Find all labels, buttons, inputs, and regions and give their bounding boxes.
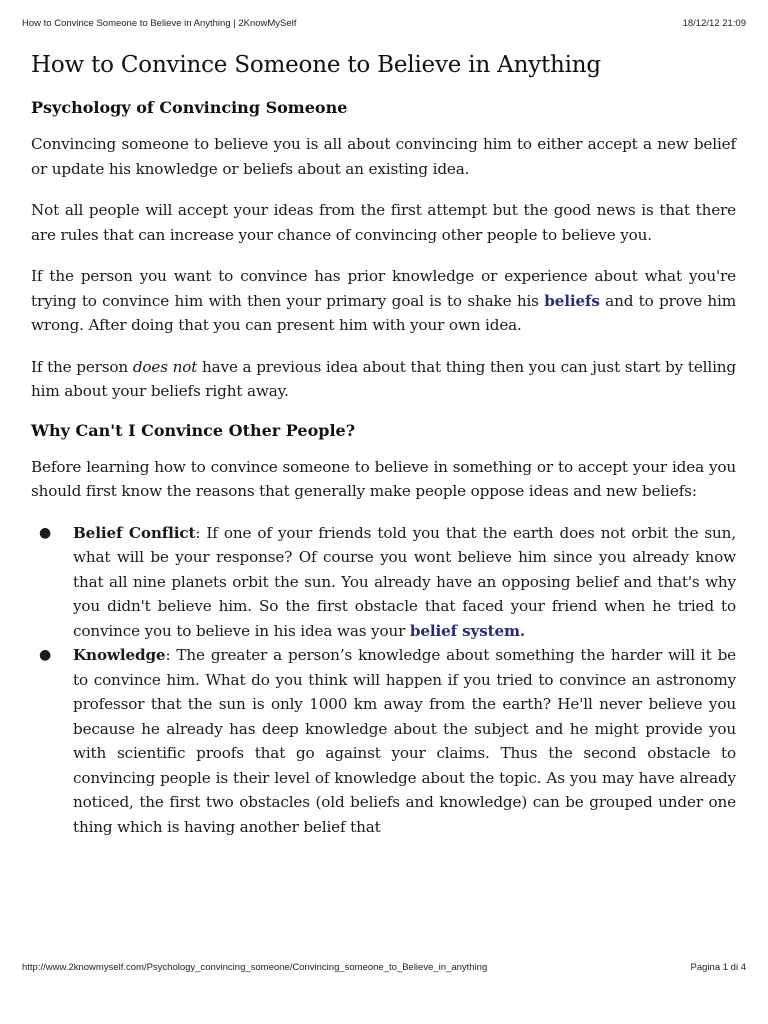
paragraph-3-text-after: and to prove him wrong. After doing that you can present him with your own idea. [31, 291, 736, 334]
print-footer [22, 962, 746, 973]
print-header-datetime: 18/12/12 21:09 [682, 18, 746, 29]
print-footer-page: Pagina 1 di 4 [690, 962, 746, 973]
obstacles-list [31, 521, 736, 840]
paragraph-4-emphasis: does not [132, 357, 198, 376]
list-item [39, 521, 736, 644]
article-title: How to Convince Someone to Believe in Anything [31, 52, 601, 78]
list-item-text: : If one of your friends told you that the earth does not orbit the sun, what will be your response? Of course you wont believe him since you already know that all nine planets orbit the sun. You already have an opposing belief and that's why you didn't believe him. So the first obstacle that faced your friend when he tried to convince you to believe in his idea was your [73, 523, 736, 640]
list-item-term: Knowledge [73, 646, 166, 664]
list-item-term: Belief Conflict [73, 523, 196, 542]
list-item-text: : The greater a person’s knowledge about something the harder will it be to convince him. What do you think will happen if you tried to convince an astronomy professor that the sun is only 1000 km away from the earth? He'll never believe you because he already has deep knowledge about the subject and he might provide you with scientific proofs that go against your claims. Thus the second obstacle to convincing people is their level of knowledge about the topic. As you may have already noticed, the first two obstacles (old beliefs and knowledge) can be grouped under one thing which is having another belief that [73, 646, 736, 836]
section-heading-why: Why Can't I Convince Other People? [31, 420, 356, 440]
paragraph-2: Not all people will accept your ideas from the first attempt but the good news is that there are rules that can increase your chance of convincing other people to believe you. [31, 201, 736, 244]
print-footer-url: http://www.2knowmyself.com/Psychology_convincing_someone/Convincing_someone_to_Believe_in_anything [22, 962, 488, 973]
paragraph-5: Before learning how to convince someone to believe in something or to accept your idea you should first know the reasons that generally make people oppose ideas and new beliefs: [31, 457, 736, 500]
paragraph-3-text-before: If the person you want to convince has prior knowledge or experience about what you're trying to convince him with then your primary goal is to shake his [31, 267, 736, 310]
paragraph-4 [31, 355, 736, 404]
bullet-icon: ● [39, 647, 52, 663]
paragraph-4-text-before: If the person [31, 357, 133, 376]
bullet-icon: ● [39, 524, 52, 541]
print-header [22, 18, 746, 29]
beliefs-link[interactable]: beliefs [544, 291, 600, 310]
paragraph-3 [31, 264, 736, 338]
paragraph-1: Convincing someone to believe you is all about convincing him to either accept a new belief or update his knowledge or beliefs about an existing idea. [31, 135, 736, 178]
belief-system-link[interactable]: belief system. [409, 621, 526, 640]
article [31, 52, 736, 839]
paragraph-4-text-after: have a previous idea about that thing then you can just start by telling him about your beliefs right away. [31, 357, 736, 400]
print-header-title: How to Convince Someone to Believe in Anything | 2KnowMySelf [22, 18, 297, 29]
section-heading-psychology: Psychology of Convincing Someone [31, 98, 348, 117]
list-item [39, 643, 736, 839]
